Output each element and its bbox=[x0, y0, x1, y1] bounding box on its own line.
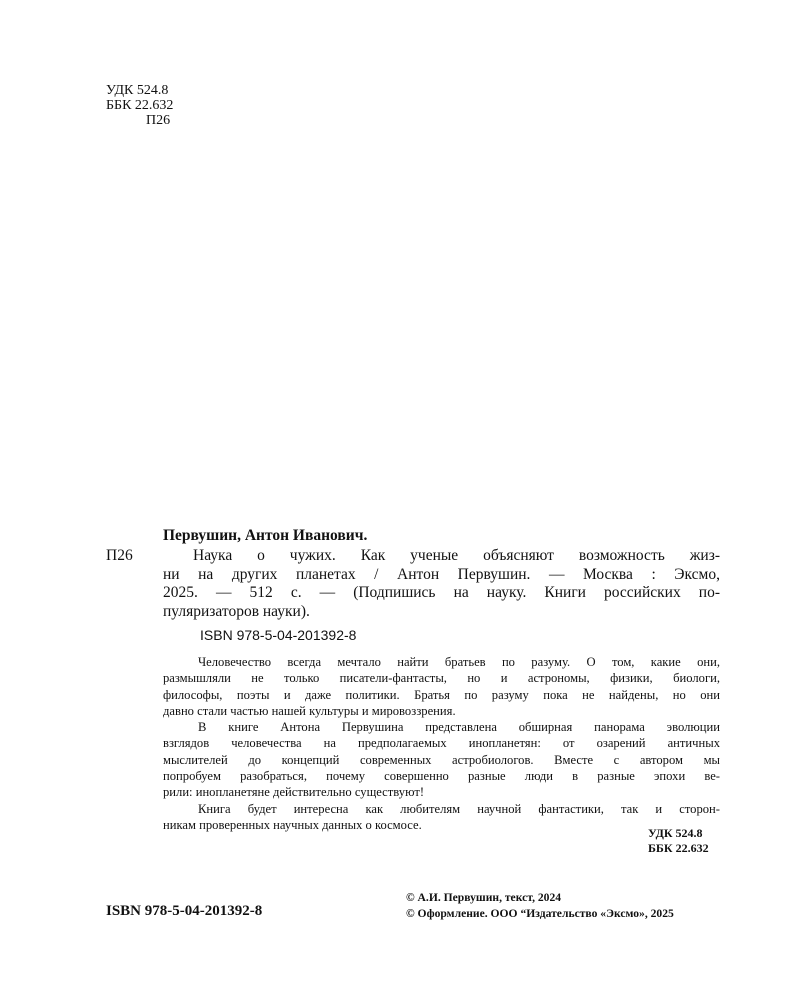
copyright-design: © Оформление. ООО “Издательство «Эксмо», 2025 bbox=[406, 907, 674, 920]
author-mark: П26 bbox=[146, 113, 171, 128]
bbk-code: ББК 22.632 bbox=[106, 98, 174, 113]
author-heading: Первушин, Антон Иванович. bbox=[163, 527, 368, 544]
annotation-line: В книге Антона Первушина представлена обширная панорама эволюции bbox=[198, 720, 720, 735]
annotation-line: давно стали частью нашей культуры и мировоззрения. bbox=[163, 703, 456, 718]
annotation-line: Книга будет интересна как любителям научной фантастики, так и сторон- bbox=[198, 801, 720, 816]
annotation-line: мыслителей до концепций современных астробиологов. Вместе с автором мы bbox=[163, 752, 720, 767]
entry-author-mark: П26 bbox=[106, 547, 133, 564]
annotation-line: рили: инопланетяне действительно существуют! bbox=[163, 785, 425, 800]
classification-block bbox=[106, 83, 173, 128]
annotation bbox=[163, 654, 720, 833]
biblio-line: ни на других планетах / Антон Первушин. — Москва : Эксмо, bbox=[163, 565, 720, 583]
annotation-paragraph bbox=[163, 801, 720, 834]
annotation-line: размышляли не только писатели-фантасты, но и астрономы, физики, биологи, bbox=[163, 671, 720, 686]
bbk-code-bottom: ББК 22.632 bbox=[648, 841, 709, 855]
annotation-line: взглядов человечества на предполагаемых инопланетян: от озарений античных bbox=[163, 736, 720, 751]
annotation-line: никам проверенных научных данных о космосе. bbox=[163, 817, 422, 832]
annotation-line: философы, поэты и даже политики. Братья по разуму пока не найдены, но они bbox=[163, 687, 720, 702]
classification-bottom bbox=[648, 826, 709, 856]
copyright-text: © А.И. Первушин, текст, 2024 bbox=[406, 891, 562, 904]
footer-isbn: ISBN 978-5-04-201392-8 bbox=[106, 903, 263, 919]
udk-code-bottom: УДК 524.8 bbox=[648, 826, 703, 840]
bibliographic-description bbox=[163, 547, 720, 621]
biblio-line: Наука о чужих. Как ученые объясняют возможность жиз- bbox=[193, 547, 720, 564]
annotation-paragraph bbox=[163, 654, 720, 719]
copyright-block bbox=[406, 890, 674, 922]
entry-isbn: ISBN 978-5-04-201392-8 bbox=[200, 627, 357, 643]
biblio-line: пуляризаторов науки). bbox=[163, 602, 310, 620]
annotation-paragraph bbox=[163, 719, 720, 800]
udk-code: УДК 524.8 bbox=[106, 83, 169, 98]
biblio-line: 2025. — 512 с. — (Подпишись на науку. Книги российских по- bbox=[163, 584, 720, 602]
annotation-line: Человечество всегда мечтало найти братьев по разуму. О том, какие они, bbox=[198, 655, 720, 669]
annotation-line: попробуем разобраться, почему совершенно разные люди в разные эпохи ве- bbox=[163, 769, 720, 784]
